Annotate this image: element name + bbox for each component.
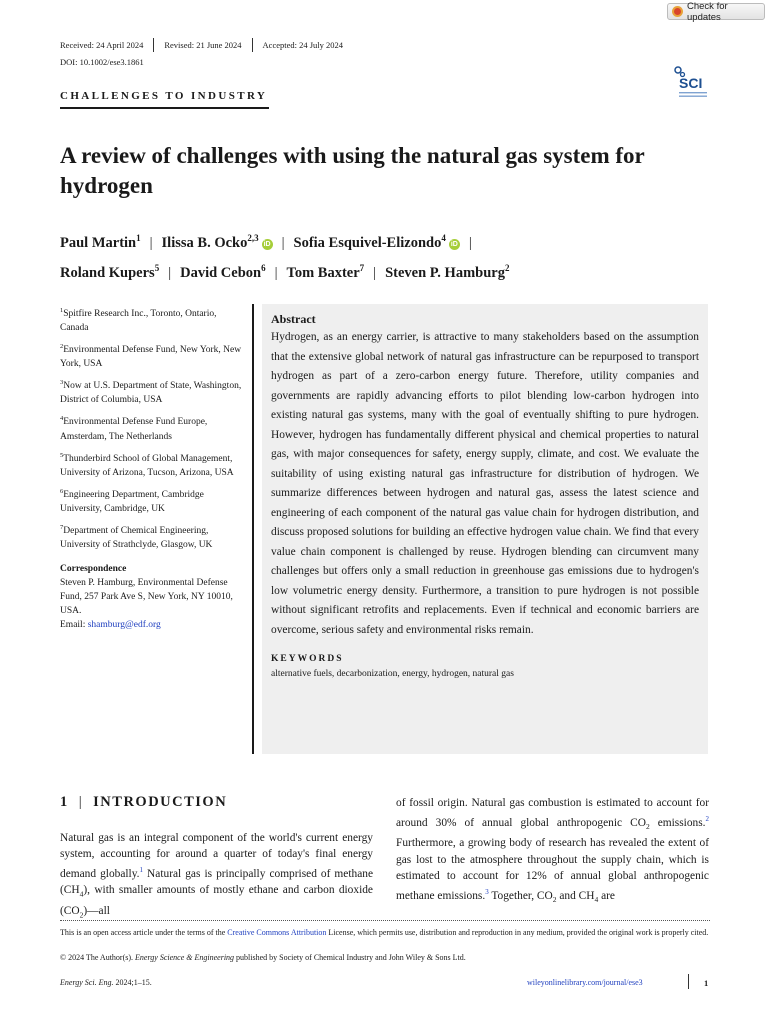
author-name[interactable]: Paul Martin$^1$: [60, 233, 141, 251]
column-divider: [252, 304, 254, 754]
section-tag: CHALLENGES TO INDUSTRY: [60, 90, 268, 102]
journal-url-link[interactable]: wileyonlinelibrary.com/journal/ese3: [527, 978, 643, 987]
license-link[interactable]: Creative Commons Attribution: [227, 928, 327, 937]
abstract-box: [262, 304, 708, 754]
correspondence-heading: Correspondence: [60, 564, 127, 575]
footer-divider: [60, 920, 710, 921]
page-number: 1: [704, 978, 709, 988]
citation-link[interactable]: 3: [485, 888, 489, 897]
date-divider: [153, 38, 154, 52]
abstract-text: Hydrogen, as an energy carrier, is attractive to many stakeholders based on the assumption that the extensive global network of natural gas infrastructure can be repurposed to transport hydrogen as part of a zero-carbon energy future. Therefore, utility companies and governments are rapidly advancing efforts to pilot blending low-carbon hydrogen into existing natural gas systems, many with the goal of eventually shifting to pure hydrogen. However, hydrogen has fundamentally different physical and chemical properties to natural gas, with major consequences for safety, energy supply, climate, and cost. We evaluate the suitability of using existing natural gas infrastructure for distribution of hydrogen. We summarize differences between hydrogen and natural gas, assess the latest science and engineering of each component of the natural gas value chain for hydrogen distribution, and discuss proposed solutions for building an effective hydrogen value chain. We find that every value chain component is challenged by reuse. Hydrogen blending can circumvent many challenges but offers only a small reduction in greenhouse gas emissions due to hydrogen's low volumetric energy density. Furthermore, a transition to pure hydrogen is not possible without significant retrofits and replacements. Even if technical and economic barriers are overcome, serious safety and environmental risks remain.: [271, 331, 699, 636]
crossmark-icon: [672, 6, 683, 17]
keywords: alternative fuels, decarbonization, energy, hydrogen, natural gas: [271, 669, 514, 679]
accepted-date: Accepted: 24 July 2024: [262, 40, 344, 50]
affiliations: [60, 304, 244, 637]
affiliation: $^6$Engineering Department, Cambridge University, Cambridge, UK: [60, 487, 204, 514]
footer-separator: [688, 974, 689, 989]
affiliation: $^5$Thunderbird School of Global Management, University of Arizona, Tucson, Arizona, USA: [60, 451, 234, 478]
email-link[interactable]: shamburg@edf.org: [87, 620, 161, 631]
sci-logo-text: SCI: [679, 75, 703, 91]
author-name[interactable]: Roland Kupers$^5$: [60, 262, 160, 281]
check-for-updates-label: Check for updates: [687, 0, 728, 23]
article-dates: [60, 38, 343, 52]
affiliation: $^3$Now at U.S. Department of State, Washington, District of Columbia, USA: [60, 379, 242, 406]
affiliation: $^7$Department of Chemical Engineering, University of Strathclyde, Glasgow, UK: [60, 523, 213, 551]
author-name[interactable]: Sofia Esquivel-Elizondo$^4$iD: [293, 233, 458, 251]
article-title: A review of challenges with using the natural gas system for hydrogen: [60, 143, 645, 198]
citation-link[interactable]: 1: [139, 866, 144, 875]
intro-paragraph-right: of fossil origin. Natural gas combustion is estimated to account for around 30% of annual global anthropogenic $CO_2$ emissions.$^2$ Furthermore, a growing body of research has revealed the extent of gas lost to the atmosphere throughout the supply chain, which is estimated to account for 12% of annual global anthropogenic methane emissions.$^3$ Together, $CO_2$ and $CH_4$ are: [396, 797, 709, 905]
open-access-notice: This is an open access article under the terms of the Creative Commons Attribution License, which permits use, distribution and reproduction in any medium, provided the original work is properly cited.: [60, 928, 709, 937]
citation-link[interactable]: 2: [705, 815, 709, 824]
keywords-heading: KEYWORDS: [271, 654, 344, 664]
orcid-icon[interactable]: iD: [263, 240, 271, 248]
doi[interactable]: DOI: 10.1002/ese3.1861: [60, 57, 144, 67]
received-date: Received: 24 April 2024: [60, 40, 144, 50]
affiliation: $^4$Environmental Defense Fund Europe, Amsterdam, The Netherlands: [60, 415, 208, 442]
orcid-icon[interactable]: iD: [450, 240, 458, 248]
affiliation: $^1$Spitfire Research Inc., Toronto, Ontario, Canada: [60, 307, 217, 334]
author-list: Paul Martin$^1$ | Ilissa B. Ocko$^{2,3}$iD | Sofia Esquivel-Elizondo$^4$iD | Roland Kupers$^5$ | David Cebon$^6$ | Tom Baxter$^7$ | Steven P. Hamburg$^2$: [60, 233, 510, 281]
revised-date: Revised: 21 June 2024: [164, 40, 242, 50]
abstract-heading: Abstract: [271, 312, 316, 326]
author-name[interactable]: David Cebon$^6$: [180, 262, 266, 281]
copyright: © 2024 The Author(s). Energy Science & Engineering published by Society of Chemical Industry and John Wiley & Sons Ltd.: [60, 953, 466, 962]
author-name[interactable]: Tom Baxter$^7$: [286, 262, 365, 281]
section-underline: [60, 107, 269, 109]
intro-paragraph-left: Natural gas is an integral component of the world's current energy system, accounting for around a quarter of today's final energy demand globally.$^1$ Natural gas is principally comprised of methane $(CH_4)$, with smaller amounts of mostly ethane and carbon dioxide $(CO_2)—all$: [60, 832, 374, 920]
correspondence-body: Steven P. Hamburg, Environmental Defense Fund, 257 Park Ave S, New York, NY 10010, USA. Email: shamburg@edf.org: [60, 578, 233, 631]
check-for-updates-button[interactable]: [667, 0, 765, 23]
intro-heading: 1 | INTRODUCTION: [60, 794, 228, 810]
affiliation: $^2$Environmental Defense Fund, New York, New York, USA: [60, 343, 242, 370]
sci-logo: [674, 66, 710, 102]
author-name[interactable]: Ilissa B. Ocko$^{2,3}$iD: [161, 233, 271, 251]
journal-citation: Energy Sci. Eng. 2024;1–15.: [60, 978, 152, 987]
author-name[interactable]: Steven P. Hamburg$^2$: [385, 262, 510, 281]
date-divider: [252, 38, 253, 52]
